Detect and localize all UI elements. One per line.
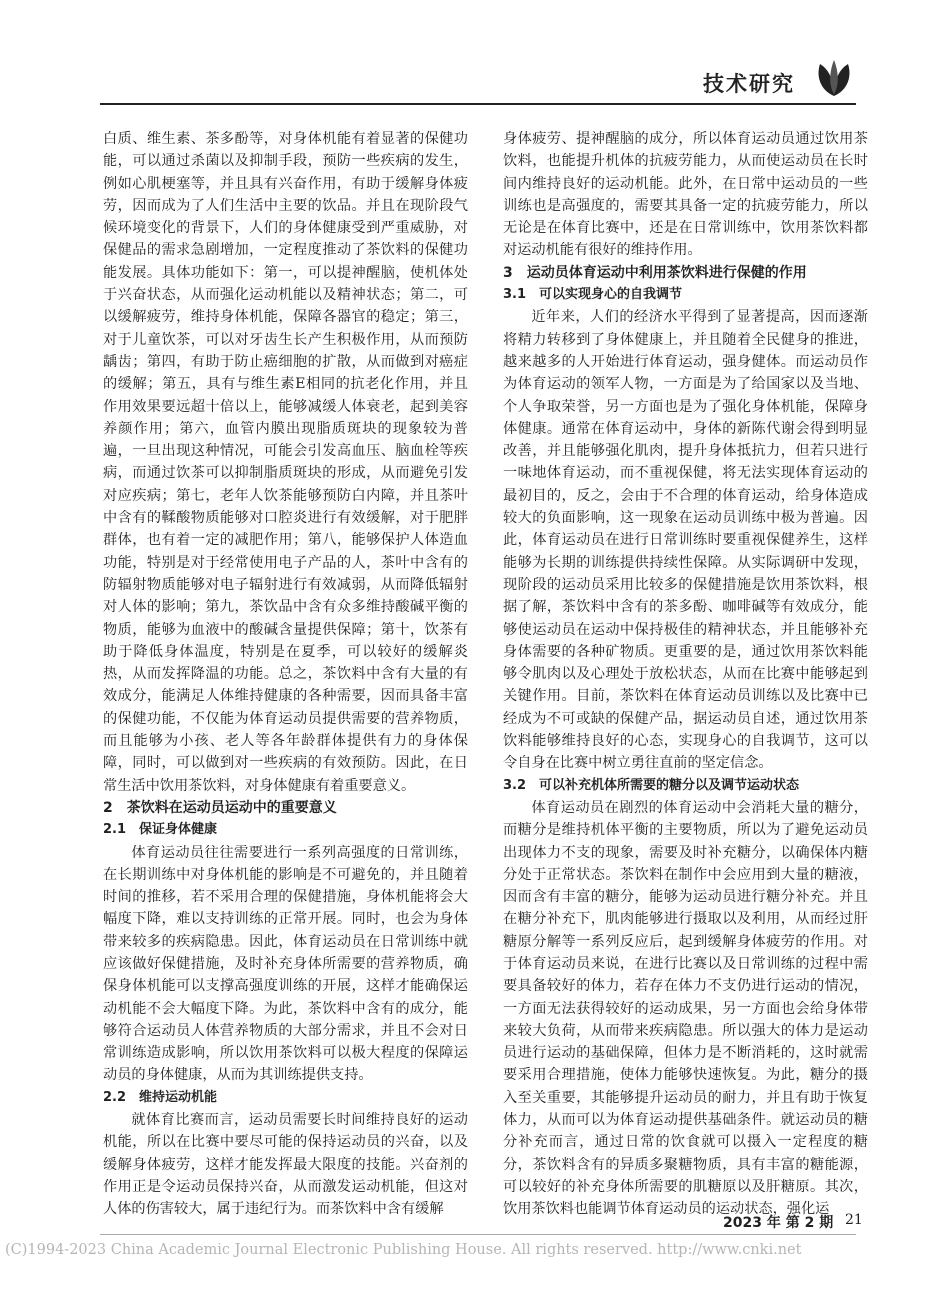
- paragraph: 近年来，人们的经济水平得到了显著提高，因而逐渐将精力转移到了身体健康上，并且随着全民健身的推进，越来越多的人开始进行体育运动，强身健体。而运动员作为体育运动的领军人物，一方面是为了给国家以及当地、个人争取荣誉，另一方面也是为了强化身体机能，保障身体健康。通常在体育运动中，身体的新陈代谢会得到明显改善，并且能够强化肌肉，提升身体抵抗力，但若只进行一味地体育运动，而不重视保健，将无法实现体育运动的最初目的，反之，会由于不合理的体育运动，给身体造成较大的负面影响，这一现象在运动员训练中极为普遍。因此，体育运动员在进行日常训练时要重视保健养生，这样能够为长期的训练提供持续性保障。从实际调研中发现，现阶段的运动员采用比较多的保健措施是饮用茶饮料，根据了解，茶饮料中含有的茶多酚、咖啡碱等有效成分，能够使运动员在运动中保持极佳的精神状态，并且能够补充身体需要的各种矿物质。更重要的是，通过饮用茶饮料能够令肌肉以及心理处于放松状态，从而在比赛中能够起到关键作用。目前，茶饮料在体育运动员训练以及比赛中已经成为不可或缺的保健产品，据运动员自述，通过饮用茶饮料能够维持良好的心态，实现身心的自我调节，这可以令自身在比赛中树立勇往直前的坚定信念。: [503, 309, 868, 772]
- subsection-heading: 3.2 可以补充机体所需要的糖分以及调节运动状态: [503, 777, 800, 793]
- section-heading: 2 茶饮料在运动员运动中的重要意义: [103, 799, 337, 816]
- paragraph: 就体育比赛而言，运动员需要长时间维持良好的运动机能，所以在比赛中要尽可能的保持运动员的兴奋，以及缓解身体疲劳，这样才能发挥最大限度的技能。兴奋剂的作用正是令运动员保持兴奋，从而激发运动机能，但这对人体的伤害较大，属于违纪行为。而茶饮料中含有缓解: [103, 1112, 468, 1218]
- paragraph: 身体疲劳、提神醒脑的成分，所以体育运动员通过饮用茶饮料，也能提升机体的抗疲劳能力，从而使运动员在长时间内维持良好的运动机能。此外，在日常中运动员的一些训练也是高强度的，需要其具备一定的抗疲劳能力，所以无论是在体育比赛中，还是在日常训练中，饮用茶饮料都对运动机能有很好的维持作用。: [503, 131, 868, 259]
- header-rule: [100, 103, 856, 105]
- section-title: 技术研究: [703, 71, 795, 96]
- subsection-heading: 3.1 可以实现身心的自我调节: [503, 287, 683, 303]
- issue-label: 2023 年 第 2 期: [723, 1215, 834, 1231]
- copyright-notice: (C)1994-2023 China Academic Journal Electronic Publishing House. All rights reserved. http://www.cnki.net: [5, 1242, 802, 1258]
- paragraph: 白质、维生素、茶多酚等，对身体机能有着显著的保健功能，可以通过杀菌以及抑制手段，预防一些疾病的发生，例如心肌梗塞等，并且具有兴奋作用，有助于缓解身体疲劳，因而成为了人们生活中主要的饮品。并且在现阶段气候环境变化的背景下，人们的身体健康受到严重威胁，对保健品的需求急剧增加，一定程度推动了茶饮料的保健功能发展。具体功能如下：第一，可以提神醒脑，使机体处于兴奋状态，从而强化运动机能以及精神状态；第二，可以缓解疲劳，维持身体机能，保障各器官的稳定；第三，对于儿童饮茶，可以对牙齿生长产生积极作用，从而预防龋齿；第四，有助于防止癌细胞的扩散，从而做到对癌症的缓解；第五，具有与维生素E相同的抗老化作用，并且作用效果要远超十倍以上，能够减缓人体衰老，起到美容养颜作用；第六，血管内膜出现脂质斑块的现象较为普遍，一旦出现这种情况，可能会引发高血压、脑血栓等疾病，而通过饮茶可以抑制脂质斑块的形成，从而避免引发对应疾病；第七，老年人饮茶能够预防白内障，并且茶叶中含有的鞣酸物质能够对口腔炎进行有效缓解，对于肥胖群体，也有着一定的减肥作用；第八，能够保护人体造血功能，特别是对于经常使用电子产品的人，茶叶中含有的防辐射物质能够对电子辐射进行有效减弱，从而降低辐射对人体的影响；第九，茶饮品中含有众多维持酸碱平衡的物质，能够为血液中的酸碱含量提供保障；第十，饮茶有助于降低身体温度，特别是在夏季，可以较好的缓解炎热，从而发挥降温的功能。总之，茶饮料中含有大量的有效成分，能满足人体维持健康的各种需要，因而具备丰富的保健功能，不仅能为体育运动员提供需要的营养物质，而且能够为小孩、老人等各年龄群体提供有力的身体保障，同时，可以做到对一些疾病的有效预防。因此，在日常生活中饮用茶饮料，对身体健康有着重要意义。: [103, 131, 468, 794]
- subsection-heading: 2.1 保证身体健康: [103, 822, 218, 838]
- section-heading: 3 运动员体育运动中利用茶饮料进行保健的作用: [503, 264, 807, 281]
- leaf-icon: [812, 58, 856, 102]
- paragraph: 体育运动员往往需要进行一系列高强度的日常训练，在长期训练中对身体机能的影响是不可避免的，并且随着时间的推移，若不采用合理的保健措施，身体机能将会大幅度下降，难以支持训练的正常开展。同时，也会为身体带来较多的疾病隐患。因此，体育运动员在日常训练中就应该做好保健措施，及时补充身体所需要的营养物质，确保身体机能可以支撑高强度训练的开展，这样才能确保运动机能不会大幅度下降。为此，茶饮料中含有的成分，能够符合运动员人体营养物质的大部分需求，并且不会对日常训练造成影响，所以饮用茶饮料可以极大程度的保障运动员的身体健康，从而为其训练提供支持。: [103, 844, 468, 1084]
- page-number: 21: [845, 1212, 863, 1228]
- paragraph: 体育运动员在剧烈的体育运动中会消耗大量的糖分，而糖分是维持机体平衡的主要物质，所以为了避免运动员出现体力不支的现象，需要及时补充糖分，以确保体内糖分处于正常状态。茶饮料在制作中会应用到大量的糖液，因而含有丰富的糖分，能够为运动员进行糖分补充。并且在糖分补充下，肌肉能够进行摄取以及利用，从而经过肝糖原分解等一系列反应后，起到缓解身体疲劳的作用。对于体育运动员来说，在进行比赛以及日常训练的过程中需要具备较好的体力，若存在体力不支仍进行运动的情况，一方面无法获得较好的运动成果，另一方面也会给身体带来较大负荷，从而带来疾病隐患。所以强大的体力是运动员进行运动的基础保障，但体力是不断消耗的，这时就需要采用合理措施，使体力能够快速恢复。为此，糖分的摄入至关重要，其能够提升运动员的耐力，并且有助于恢复体力，从而可以为体育运动提供基础条件。就运动员的糖分补充而言，通过日常的饮食就可以摄入一定程度的糖分，茶饮料含有的异质多聚糖物质，具有丰富的糖能源，可以较好的补充身体所需要的肌糖原以及肝糖原。其次，饮用茶饮料也能调节体育运动员的运动状态，强化运: [503, 799, 868, 1218]
- footer-rule: [100, 1234, 856, 1235]
- subsection-heading: 2.2 维持运动机能: [103, 1089, 218, 1105]
- right-column: [503, 128, 868, 1221]
- left-column: [103, 128, 468, 1221]
